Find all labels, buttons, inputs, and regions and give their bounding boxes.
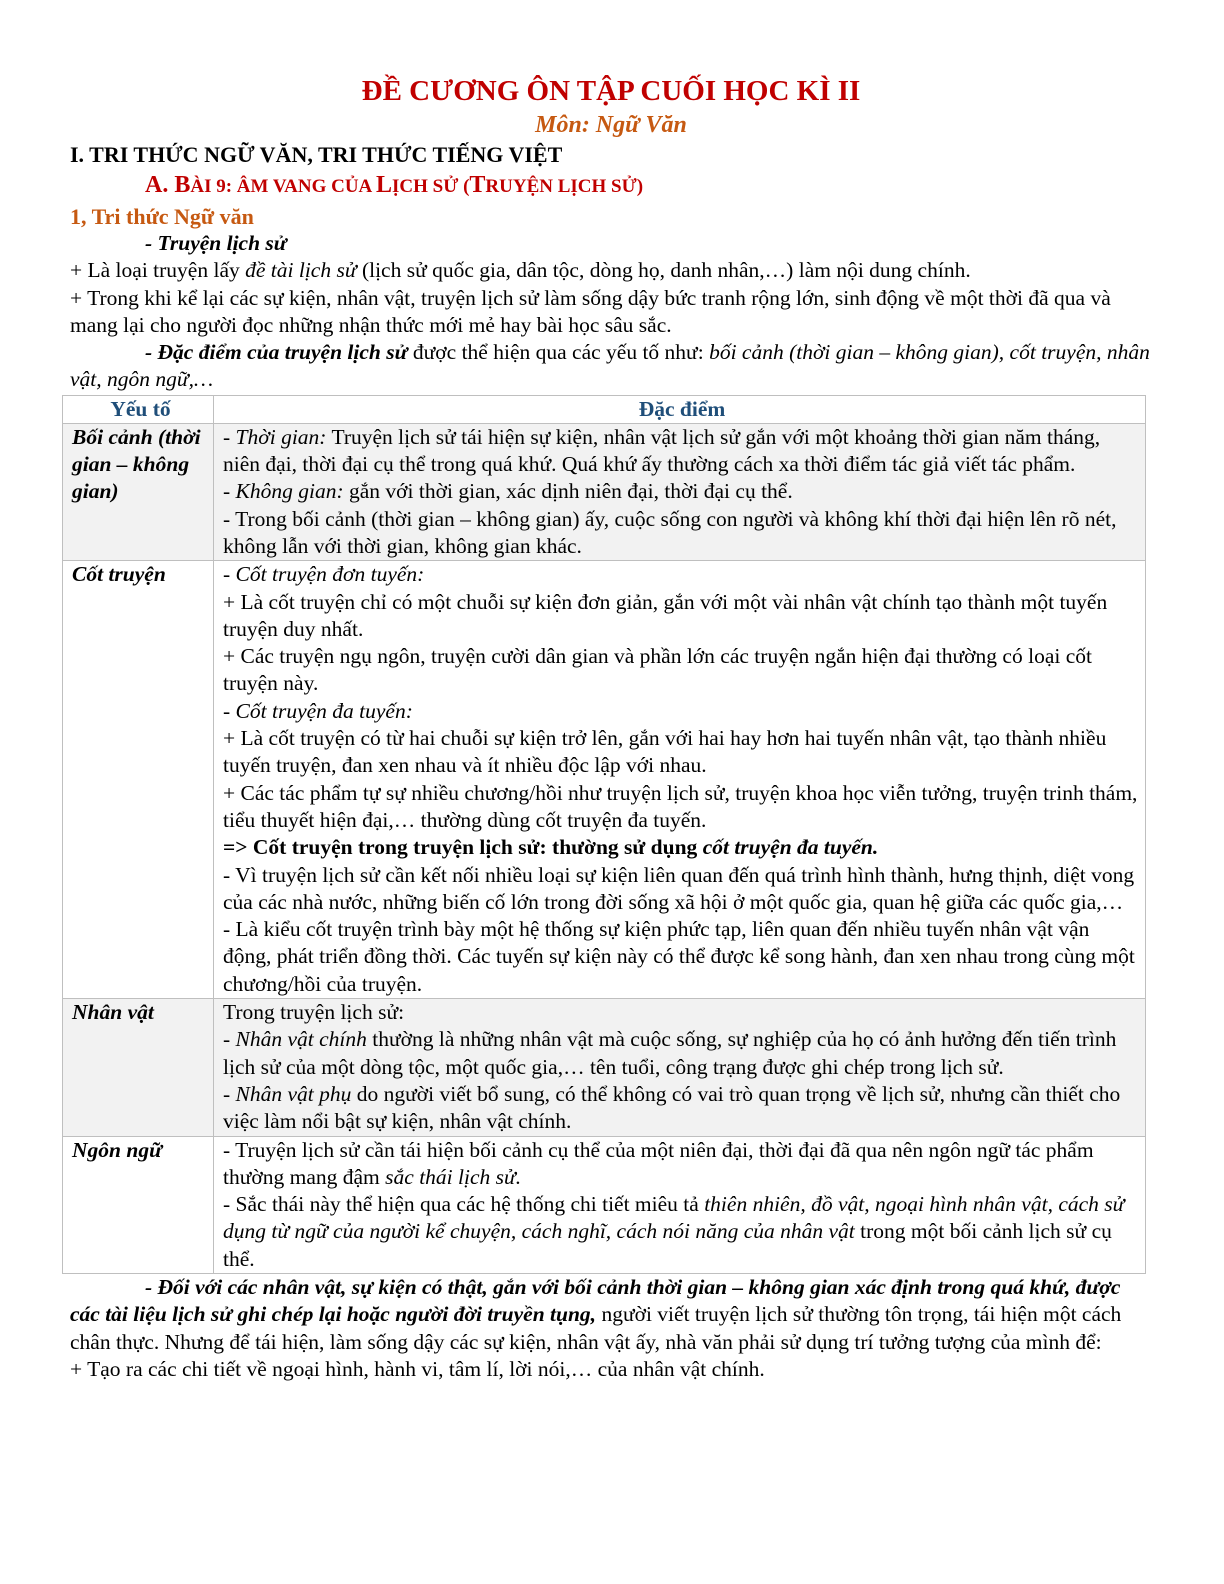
text-span: thường là những nhân vật mà cuộc sống, sự nghiệp của họ có ảnh hưởng đến tiến trình lịch sử của một dòng tộc, một quốc gia,… tên tuổi, công trạng được ghi chép trong lịch sử. [223, 1027, 1117, 1079]
cell-line: - Cốt truyện đa tuyến: [223, 698, 413, 723]
cell-line: - Là kiểu cốt truyện trình bày một hệ thống sự kiện phức tạp, liên quan đến nhiều tuyến nhân vật vận động, phát triển đồng thời. Các tuyến sự kiện này có thể được kể song hành, đan xen nhau trong cùng một chương/hồi của truyện. [223, 917, 1135, 996]
row-value [214, 999, 1146, 1136]
text-span: đề tài lịch sử [245, 258, 357, 283]
cell-line: Trong truyện lịch sử: [223, 1000, 405, 1025]
text-span: thiên nhiên, đồ vật, ngoại hình nhân vật, cách sử dụng từ ngữ của người kể chuyện, cách nghĩ, cách nói năng của nhân vật [223, 1192, 1125, 1244]
cell-line: - Vì truyện lịch sử cần kết nối nhiều loại sự kiện liên quan đến quá trình hình thành, hưng thịnh, diệt vong của các nhà nước, những biến cố lớn trong đời sống xã hội ở một quốc gia, quan hệ giữa các quốc gia,… [223, 862, 1135, 914]
text-span: (lịch sử quốc gia, dân tộc, dòng họ, danh nhân,…) làm nội dung chính. [356, 258, 971, 283]
document-subtitle: Môn: Ngữ Văn [535, 112, 687, 138]
cell-line [223, 478, 1141, 505]
row-key: Ngôn ngữ [63, 1136, 214, 1273]
paragraph [70, 1274, 1152, 1356]
cell-line: - Cốt truyện đơn tuyến: [223, 562, 425, 587]
cell-line: + Các tác phẩm tự sự nhiều chương/hồi như truyện lịch sử, truyện khoa học viễn tưởng, truyện trinh thám, tiểu thuyết hiện đại,… thường dùng cốt truyện đa tuyến. [223, 780, 1138, 832]
table-row [63, 561, 1146, 999]
text-span: - Thời gian: [223, 424, 327, 449]
section-heading: I. TRI THỨC NGỮ VĂN, TRI THỨC TIẾNG VIỆT [70, 142, 563, 167]
paragraph [70, 257, 1152, 284]
row-key: Cốt truyện [63, 561, 214, 999]
text-span: - Đặc điểm của truyện lịch sử [145, 340, 408, 365]
table-header-row [63, 395, 1146, 423]
paragraph [70, 339, 1152, 394]
text-span: - Nhân vật phụ [223, 1081, 352, 1106]
lesson-part: M VANG CỦA [250, 176, 376, 197]
text-span: trong một bối cảnh lịch sử cụ thể. [223, 1219, 1112, 1271]
text-span: được thể hiện qua các yếu tố như: [407, 340, 710, 365]
cell-line [223, 1081, 1141, 1136]
table-row [63, 999, 1146, 1136]
subsection-heading: 1, Tri thức Ngữ văn [70, 204, 254, 229]
lesson-prefix: A. B [145, 172, 191, 198]
text-span: Truyện lịch sử tái hiện sự kiện, nhân vật lịch sử gắn với một khoảng thời gian năm tháng, niên đại, thời đại cụ thể trong quá khứ. Quá khứ ấy thường cách xa thời điểm tác giả viết tác phẩm. [223, 424, 1101, 477]
document-page [70, 72, 1152, 1383]
topic-heading: - Truyện lịch sử [145, 231, 287, 255]
text-span: - Truyện lịch sử cần tái hiện bối cảnh cụ thể của một niên đại, thời đại đã qua nên ngôn ngữ tác phẩm thường mang đậm [223, 1137, 1094, 1189]
table-row [63, 423, 1146, 560]
text-span: cốt truyện đa tuyến. [702, 835, 879, 860]
text-span: + Là loại truyện lấy [70, 258, 246, 283]
paragraph: + Tạo ra các chi tiết về ngoại hình, hành vi, tâm lí, lời nói,… của nhân vật chính. [70, 1356, 765, 1381]
lesson-part: RUYỆN LỊCH SỬ) [485, 176, 644, 197]
lesson-part: T [469, 172, 486, 198]
text-span: sắc thái lịch sử. [385, 1164, 522, 1189]
row-value [214, 561, 1146, 999]
lesson-part: ÀI 9: Â [190, 176, 251, 197]
text-span: gắn với thời gian, xác dịnh niên đại, thời đại cụ thể. [343, 479, 793, 504]
cell-line: + Là cốt truyện có từ hai chuỗi sự kiện trở lên, gắn với hai hay hơn hai tuyến nhân vật, tạo thành nhiều tuyến truyện, đan xen nhau và ít nhiều độc lập với nhau. [223, 726, 1107, 778]
cell-line: - Trong bối cảnh (thời gian – không gian) ấy, cuộc sống con người và không khí thời đại hiện lên rõ nét, không lẫn với thời gian, không gian khác. [223, 506, 1117, 558]
row-value [214, 423, 1146, 560]
cell-line: + Là cốt truyện chỉ có một chuỗi sự kiện đơn giản, gắn với một vài nhân vật chính tạo thành một tuyến truyện duy nhất. [223, 589, 1108, 641]
text-span: do người viết bổ sung, có thể không có vai trò quan trọng về lịch sử, nhưng cần thiết cho việc làm nổi bật sự kiện, nhân vật chính. [223, 1081, 1121, 1134]
text-span: - Nhân vật chính [223, 1027, 367, 1052]
cell-line [223, 834, 1141, 861]
lesson-part: ỊCH SỬ ( [391, 176, 470, 197]
text-span: - Đối với các nhân vật, sự kiện có thật, gắn với bối cảnh thời gian – không gian xác định trong quá khứ, được các tài liệu lịch sử ghi chép lại hoặc người đời truyền tụng, [70, 1274, 1121, 1327]
table-row [63, 1136, 1146, 1273]
row-value [214, 1136, 1146, 1273]
lesson-heading [70, 169, 1152, 203]
text-span: người viết truyện lịch sử thường tôn trọng, tái hiện một cách chân thực. Nhưng để tái hiện, làm sống dậy các sự kiện, nhân vật ấy, nhà văn phải sử dụng trí tưởng tượng của mình để: [70, 1302, 1122, 1354]
column-header: Đặc điểm [214, 395, 1146, 423]
cell-line [223, 1137, 1141, 1192]
document-title: ĐỀ CƯƠNG ÔN TẬP CUỐI HỌC KÌ II [361, 75, 861, 107]
cell-line [223, 424, 1141, 479]
row-key: Nhân vật [63, 999, 214, 1136]
text-span: bối cảnh (thời gian – không gian), cốt truyện, nhân vật, ngôn ngữ,… [70, 340, 1150, 392]
text-span: => Cốt truyện trong truyện lịch sử: thường sử dụng [223, 835, 703, 860]
cell-line [223, 1026, 1141, 1081]
paragraph: + Trong khi kể lại các sự kiện, nhân vật, truyện lịch sử làm sống dậy bức tranh rộng lớn, sinh động về một thời đã qua và mang lại cho người đọc những nhận thức mới mẻ hay bài học sâu sắc. [70, 285, 1111, 337]
text-span: - Không gian: [223, 479, 344, 504]
row-key: Bối cảnh (thời gian – không gian) [63, 423, 214, 560]
cell-line: + Các truyện ngụ ngôn, truyện cười dân gian và phần lớn các truyện ngắn hiện đại thường có loại cốt truyện này. [223, 644, 1092, 696]
lesson-part: L [375, 172, 392, 198]
cell-line [223, 1191, 1141, 1273]
features-table [62, 395, 1146, 1274]
text-span: - Sắc thái này thể hiện qua các hệ thống chi tiết miêu tả [223, 1192, 705, 1217]
column-header: Yếu tố [63, 395, 214, 423]
